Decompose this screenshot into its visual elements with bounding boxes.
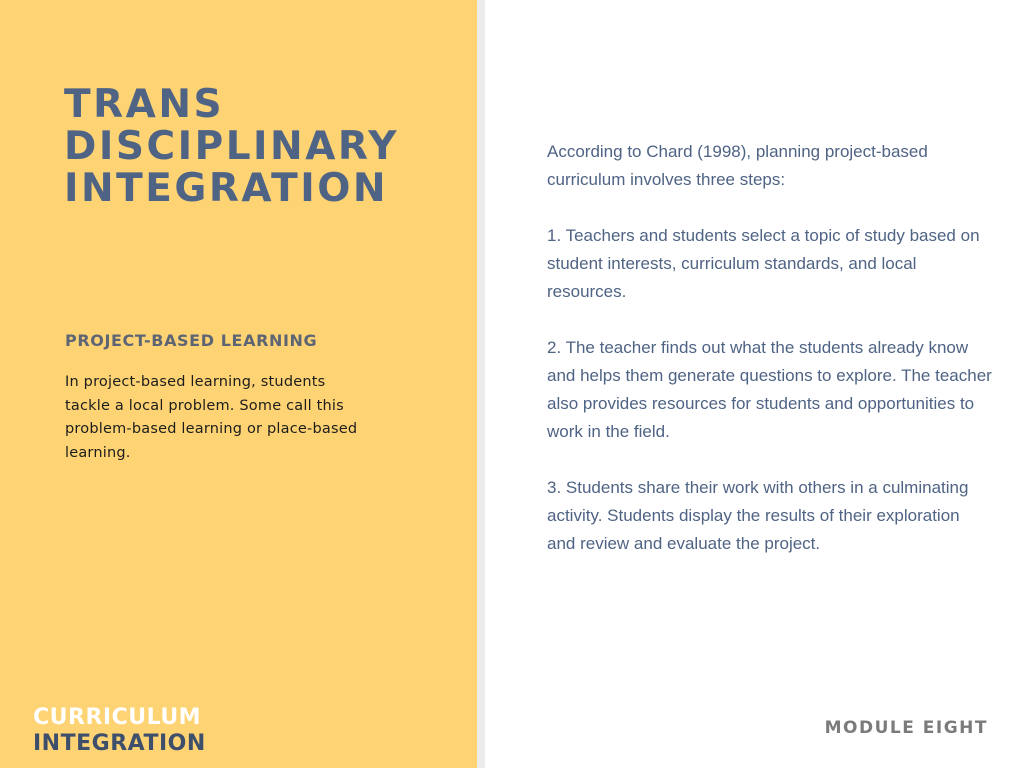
step-2-paragraph: 2. The teacher finds out what the students already know and helps them generate questions to explore. The teacher also provides resources for students and opportunities to work in the field. <box>547 338 992 441</box>
panel-divider <box>477 0 485 768</box>
left-panel <box>0 0 477 768</box>
intro-paragraph: According to Chard (1998), planning project-based curriculum involves three steps: <box>547 142 928 189</box>
brand-line-2: INTEGRATION <box>33 731 206 756</box>
section-heading: PROJECT-BASED LEARNING <box>65 331 318 350</box>
title-line-2: DISCIPLINARY <box>64 124 400 169</box>
module-label: MODULE EIGHT <box>824 718 988 738</box>
step-1-paragraph: 1. Teachers and students select a topic of study based on student interests, curriculum standards, and local resources. <box>547 226 980 301</box>
page-title <box>64 84 399 210</box>
steps-content <box>547 138 992 586</box>
title-line-3: INTEGRATION <box>64 166 388 211</box>
brand-line-1: CURRICULUM <box>33 705 202 730</box>
step-3-paragraph: 3. Students share their work with others in a culminating activity. Students display the results of their exploration and review and evaluate the project. <box>547 478 969 553</box>
title-line-1: TRANS <box>64 82 225 127</box>
brand-logo <box>33 705 206 757</box>
section-body: In project-based learning, students tackle a local problem. Some call this problem-based learning or place-based learning. <box>65 374 358 461</box>
